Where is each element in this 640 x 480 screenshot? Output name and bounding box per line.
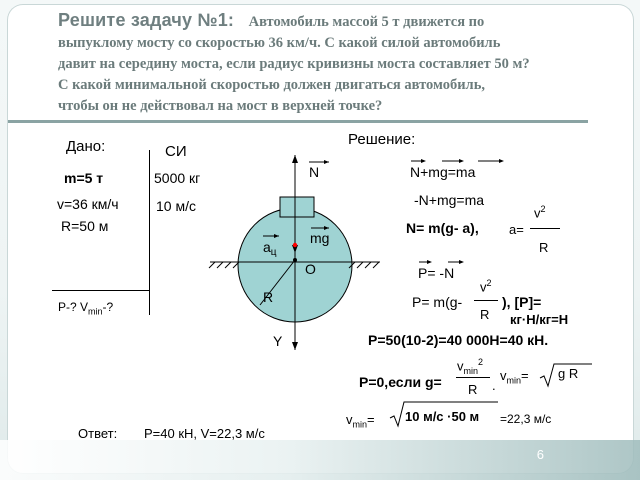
header-line-1 (58, 10, 618, 33)
given-underline (52, 290, 150, 291)
problem-statement (58, 10, 618, 117)
cond-dot: . (492, 378, 496, 393)
header-line-4: С какой минимальной скоростью должен двигаться автомобиль, (58, 77, 485, 93)
cond-bar (456, 377, 490, 378)
eq4: P= -N (418, 265, 455, 281)
page-number: 6 (536, 447, 544, 462)
label-Y: Y (273, 333, 283, 349)
a-formula-den: R (539, 240, 549, 255)
axis-y-arrow (292, 342, 298, 350)
eq3: N= m(g- a), (406, 220, 479, 236)
a-formula-bar (530, 228, 560, 229)
given-speed: v=36 км/ч (57, 196, 119, 212)
circle-center-dot (293, 258, 297, 262)
given-mass: m=5 т (64, 170, 104, 186)
eq5-bar (474, 300, 498, 301)
find-end: -? (102, 300, 114, 314)
problem-title: Решите задачу №1: (58, 10, 235, 30)
ground-hatching-right (349, 262, 379, 268)
vmin-lhs: $v_{min}=$ (500, 368, 529, 386)
given-speed-si: 10 м/с (156, 198, 196, 214)
eq2: -N+mg=ma (414, 192, 485, 208)
eq5-end: ), [P]= (502, 294, 542, 310)
label-a: $a_ц$ (263, 239, 277, 258)
given-radius: R=50 м (61, 218, 109, 234)
ground-hatching-left (209, 262, 239, 268)
a-formula-num: $v^2$ (534, 204, 546, 221)
eq6: P=50(10-2)=40 000Н=40 кН. (368, 332, 549, 348)
eq1: N+mg=ma (410, 164, 476, 180)
sqrt-gR-text: g R (558, 366, 579, 381)
answer-value: P=40 кН, V=22,3 м/с (144, 426, 265, 441)
car-center-dot (293, 243, 297, 247)
find-sub: min (88, 306, 103, 317)
car-block (280, 197, 314, 217)
find-values (58, 300, 113, 316)
label-R: R (263, 289, 274, 305)
header-line-3: давит на середину моста, если радиус кривизны моста составляет 50 м? (58, 56, 530, 72)
eq5-start: P= m(g- (412, 294, 463, 310)
normal-force-arrow (292, 155, 298, 163)
final-result: =22,3 м/с (500, 412, 552, 426)
sqrt-final-text: 10 м/с ·50 м (405, 409, 480, 424)
given-label: Дано: (66, 138, 106, 155)
unit-line: кг·Н/кг=Н (510, 312, 569, 327)
label-mg: mg (310, 230, 330, 246)
eq5-den: R (480, 307, 490, 322)
header-rule (8, 120, 588, 123)
cond-num: $v_{min}^2$ (457, 357, 484, 376)
label-N: N (309, 164, 320, 180)
header-text-1: Автомобиль массой 5 т движется по (248, 14, 485, 30)
bridge-diagram (205, 150, 385, 355)
cond-den: R (468, 382, 478, 397)
solution-label: Решение: (348, 131, 416, 148)
eq5-num: $v^2$ (480, 278, 492, 295)
eq1-vectors (410, 157, 510, 165)
cond-text: P=0,если g= (359, 374, 442, 390)
given-mass-si: 5000 кг (154, 170, 201, 186)
label-O: O (305, 261, 316, 277)
find-text: P-? V (58, 300, 89, 314)
final-vmin: $v_{min}=$ (346, 412, 375, 430)
si-label: СИ (165, 143, 187, 160)
a-formula-label: a= (509, 222, 524, 237)
header-line-5: чтобы он не действовал на мост в верхней точке? (58, 98, 383, 114)
eq4-vectors (418, 258, 478, 266)
bottom-band (0, 440, 640, 480)
header-line-2: выпуклому мосту со скоростью 36 км/ч. С какой силой автомобиль (58, 35, 501, 51)
answer-label: Ответ: (78, 426, 118, 441)
